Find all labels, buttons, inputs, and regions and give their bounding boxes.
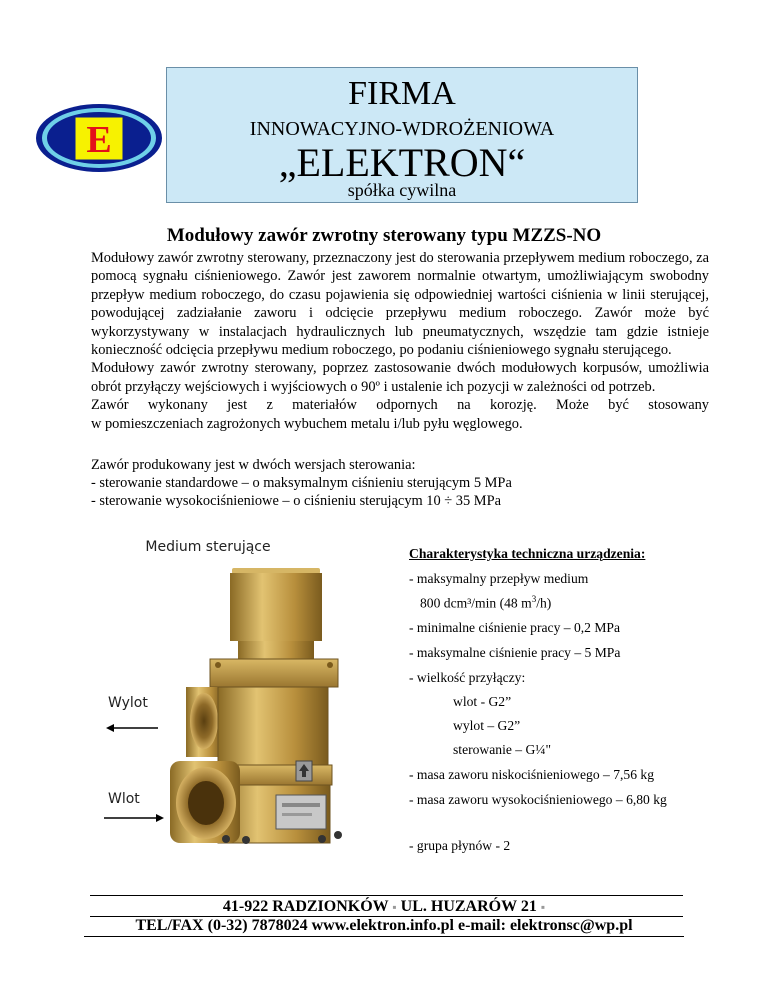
variants-intro: Zawór produkowany jest w dwóch wersjach sterowania:: [91, 457, 416, 473]
label-outlet: Wylot: [108, 695, 148, 711]
spec-connections-label: - wielkość przyłączy:: [409, 670, 526, 685]
spec-conn-control: sterowanie – G¼": [453, 742, 552, 757]
paragraph-2: Modułowy zawór zwrotny sterowany, poprzez zastosowanie dwóch modułowych korpusów, umożliwia obrót przyłączy wejściowych i wyjściowych o 90º i ustalenie ich pozycji w zależności od potrzeb.: [91, 360, 709, 395]
header-legal-form: spółka cywilna: [347, 180, 457, 200]
spec-min-pressure: - minimalne ciśnienie pracy – 0,2 MPa: [409, 620, 621, 635]
label-control-medium: Medium sterujące: [145, 539, 271, 555]
spec-flow-label: - maksymalny przepływ medium: [409, 571, 589, 586]
footer-address: 41-922 RADZIONKÓW ▪ UL. HUZARÓW 21 ▪: [222, 898, 546, 915]
label-inlet: Wlot: [108, 791, 140, 807]
spec-max-pressure: - maksymalne ciśnienie pracy – 5 MPa: [409, 645, 621, 660]
spec-mass-high: - masa zaworu wysokociśnieniowego – 6,80 kg: [409, 792, 667, 807]
arrow-right-icon: [156, 814, 164, 822]
spec-fluid-group: - grupa płynów - 2: [409, 838, 511, 853]
spec-mass-low: - masa zaworu niskociśnieniowego – 7,56 kg: [409, 767, 655, 782]
valve-photo: [100, 535, 400, 855]
footer-divider-bottom: [84, 936, 684, 937]
separator-dot: ▪: [392, 900, 397, 914]
paragraph-3a: Zawór wykonany jest z materiałów odpornych na korozję. Może być stosowany: [91, 397, 709, 414]
footer-divider-top: [90, 895, 683, 896]
spec-conn-outlet: wylot – G2”: [453, 718, 521, 733]
variants-list: [91, 456, 709, 510]
header-subtitle: INNOWACYJNO-WDROŻENIOWA: [249, 118, 555, 140]
spec-heading: Charakterystyka techniczna urządzenia:: [409, 546, 646, 561]
variant-high-pressure: - sterowanie wysokociśnieniowe – o ciśnieniu sterującym 10 ÷ 35 MPa: [91, 493, 501, 509]
document-title: Modułowy zawór zwrotny sterowany typu MZZS-NO: [166, 225, 602, 246]
paragraph-1: Modułowy zawór zwrotny sterowany, przeznaczony jest do sterowania przepływem medium roboczego, za pomocą sygnału ciśnieniowego. Zawór jest zaworem normalnie otwartym, umożliwiającym swobodny przepływ medium roboczego, do czasu pojawienia się odpowiedniej wartości ciśnienia w linii sterującej, powodującej zadziałanie zaworu i odcięcie przepływu medium roboczego. Zawór może być wykorzystywany w instalacjach hydraulicznych lub pneumatycznych, wszędzie tam gdzie istnieje konieczność odcięcia przepływu medium roboczego, po podaniu ciśnieniowego sygnału sterującego.: [91, 250, 709, 359]
spec-conn-inlet: wlot - G2”: [453, 694, 512, 709]
company-logo: [35, 103, 163, 173]
company-header: [166, 67, 638, 203]
svg-text:E: E: [86, 119, 112, 161]
header-firma: FIRMA: [348, 75, 456, 112]
arrow-left-icon: [106, 724, 114, 732]
separator-dot: ▪: [540, 900, 546, 914]
paragraph-3b: w pomieszczeniach zagrożonych wybuchem metalu i/lub pyłu węglowego.: [91, 415, 523, 432]
variant-standard: - sterowanie standardowe – o maksymalnym ciśnieniu sterującym 5 MPa: [91, 475, 512, 491]
spec-flow-value: 800 dcm³/min (48 $m^3/h$): [420, 594, 552, 611]
footer-contact: TEL/FAX (0-32) 7878024 www.elektron.info.pl e-mail: elektronsc@wp.pl: [135, 917, 633, 934]
description: [91, 249, 709, 433]
header-company-name: „ELEKTRON“: [278, 140, 526, 185]
